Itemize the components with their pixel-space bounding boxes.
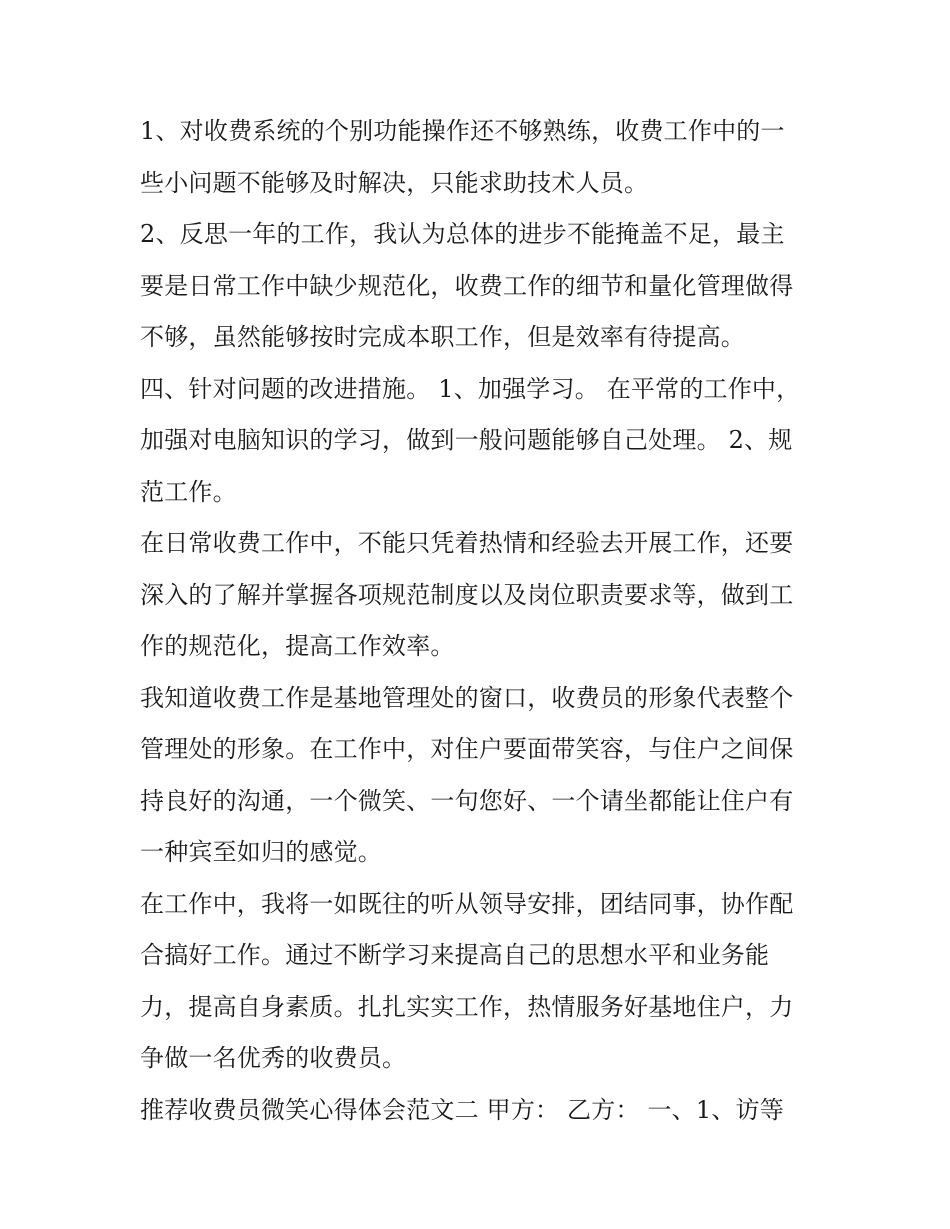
text-line: 在工作中，我将一如既往的听从领导安排，团结同事，协作配 <box>140 889 794 918</box>
text-line: 争做一名优秀的收费员。 <box>140 1044 407 1072</box>
text-line: 些小问题不能够及时解决，只能求助技术人员。 <box>140 168 649 197</box>
text-line: 范工作。 <box>140 477 237 506</box>
text-line: 管理处的形象。在工作中，对住户要面带笑容，与住户之间保 <box>140 735 794 763</box>
text-line: 深入的了解并掌握各项规范制度以及岗位职责要求等，做到工 <box>140 580 794 609</box>
text-line: 一种宾至如归的感觉。 <box>140 838 382 866</box>
text-line: 在日常收费工作中，不能只凭着热情和经验去开展工作，还要 <box>140 529 794 557</box>
text-line: 合搞好工作。通过不断学习来提高自己的思想水平和业务能 <box>140 941 770 969</box>
text-line: 推荐收费员微笑心得体会范文二 甲方： 乙方： 一、1、访等 <box>140 1095 784 1124</box>
text-line: 加强对电脑知识的学习，做到一般问题能够自己处理。 2、规 <box>140 426 793 454</box>
text-line: 持良好的沟通，一个微笑、一句您好、一个请坐都能让住户有 <box>140 786 794 815</box>
text-line: 四、针对问题的改进措施。 1、加强学习。 在平常的工作中， <box>140 374 801 403</box>
text-line: 力，提高自身素质。扎扎实实工作，热情服务好基地住户，力 <box>140 992 794 1021</box>
text-line: 我知道收费工作是基地管理处的窗口，收费员的形象代表整个 <box>140 683 794 712</box>
document-body <box>140 106 820 1136</box>
text-line: 要是日常工作中缺少规范化，收费工作的细节和量化管理做得 <box>140 271 794 300</box>
text-line: 作的规范化，提高工作效率。 <box>140 632 455 660</box>
text-line: 不够，虽然能够按时完成本职工作，但是效率有待提高。 <box>140 323 745 351</box>
text-line: 2、反思一年的工作，我认为总体的进步不能掩盖不足，最主 <box>140 220 785 248</box>
text-line: 1、对收费系统的个别功能操作还不够熟练，收费工作中的一 <box>140 117 785 145</box>
